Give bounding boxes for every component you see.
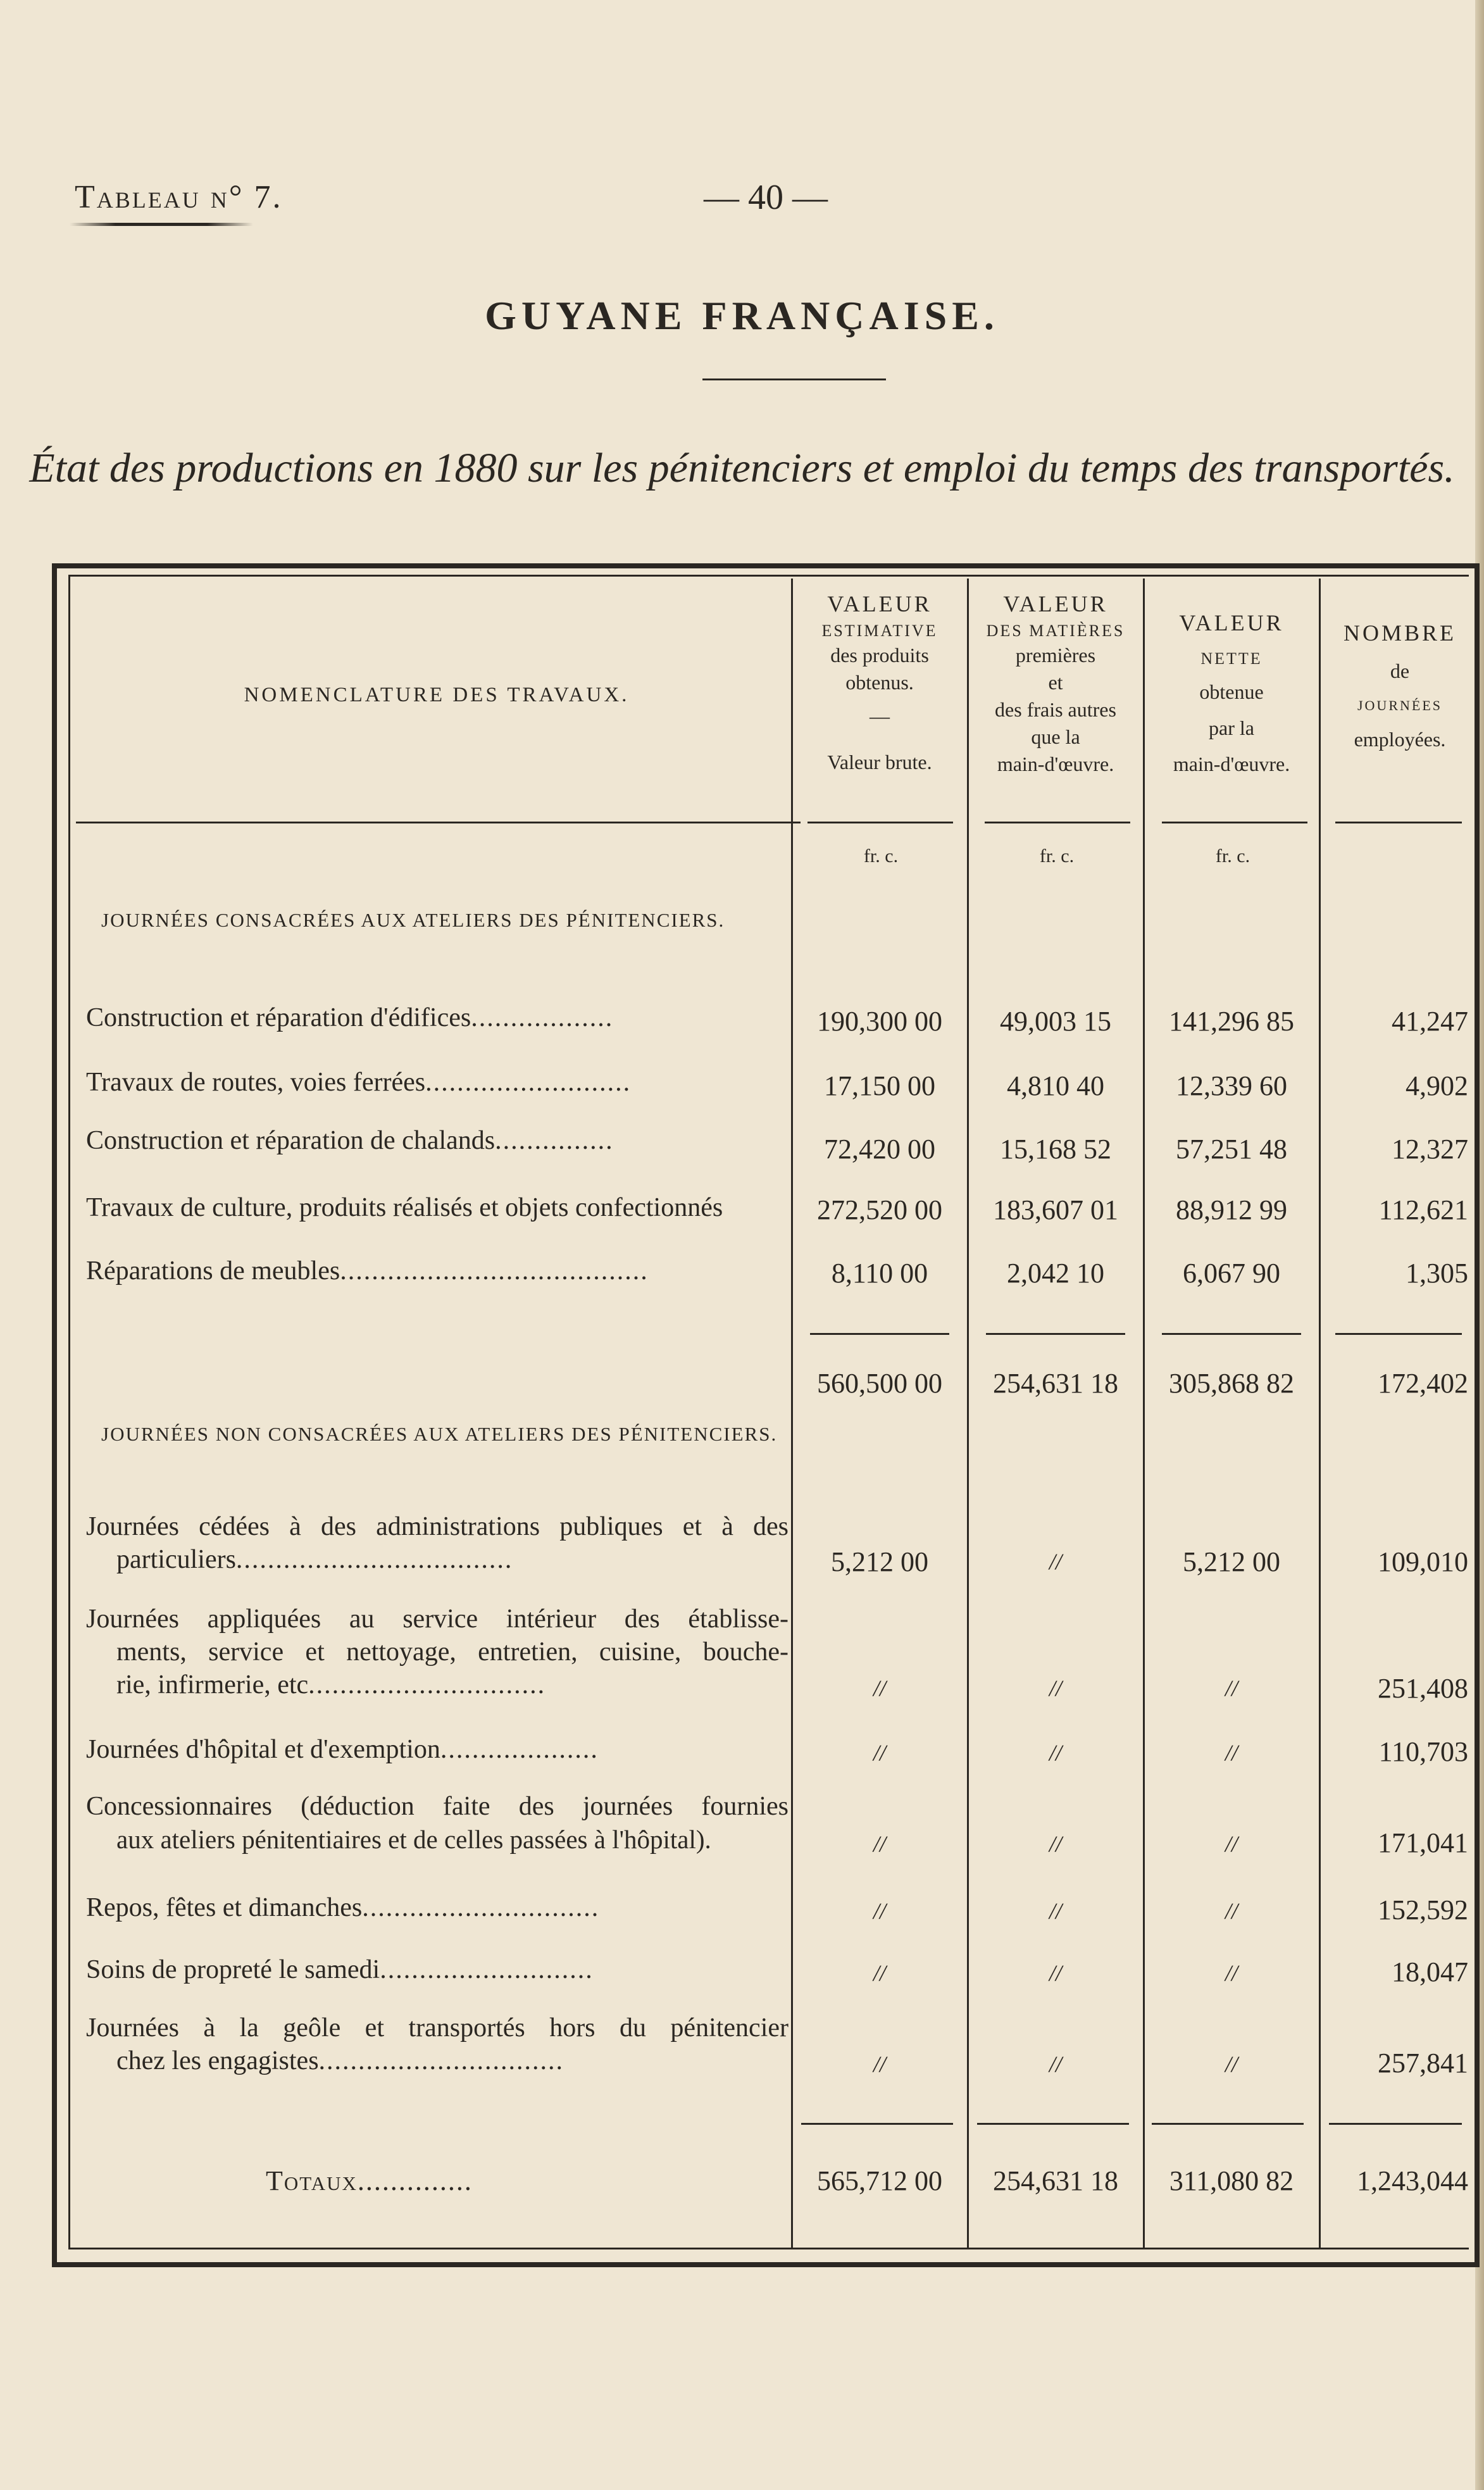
value-net: 12,339 60: [1176, 1070, 1287, 1101]
subtotal-materials: 254,631 18: [993, 1368, 1118, 1399]
ditto-mark: //: [1225, 1960, 1238, 1986]
row-label-text: Réparations de meubles: [86, 1256, 340, 1286]
journees-count: 171,041: [1378, 1827, 1468, 1858]
ditto-mark: //: [873, 2051, 886, 2077]
header-col1-line: ESTIMATIVE: [821, 621, 938, 640]
value-brute: 8,110 00: [831, 1258, 928, 1289]
leader-dots: ..............................: [362, 1893, 600, 1922]
leader-dots: ..................: [471, 1003, 614, 1032]
ditto-mark: //: [1049, 1898, 1062, 1924]
row-label-text: rie, infirmerie, etc: [116, 1670, 309, 1699]
row-label-text: chez les engagistes: [116, 2046, 319, 2075]
row-label-line2: [86, 1542, 819, 1577]
section-title: JOURNÉES CONSACRÉES AUX ATELIERS DES PÉNITENCIERS.: [101, 909, 725, 931]
value-materials: 183,607 01: [993, 1194, 1118, 1225]
title-rule: [702, 379, 886, 380]
leader-dots: ..........................: [425, 1068, 632, 1097]
header-col2: [968, 589, 1143, 779]
ditto-mark: //: [873, 1960, 886, 1986]
total-brute: 565,712 00: [817, 2165, 942, 2196]
row-label-line2: [86, 1667, 819, 1703]
header-col2-line: premières: [1015, 643, 1096, 666]
column-divider: [967, 579, 969, 2249]
value-brute: 190,300 00: [817, 1006, 942, 1037]
leader-dots: ...........................: [380, 1955, 594, 1984]
header-col1-line: des produits: [830, 643, 929, 666]
row-label: [86, 1952, 789, 1987]
value-net: 57,251 48: [1176, 1134, 1287, 1165]
row-label: [86, 1190, 789, 1225]
journees-count: 12,327: [1392, 1134, 1468, 1165]
header-nomenclature-text: NOMENCLATURE DES TRAVAUX.: [244, 684, 630, 706]
tableau-label: Tableau n° 7.: [75, 179, 283, 215]
journees-count: 1,305: [1406, 1258, 1468, 1289]
journees-count: 4,902: [1406, 1070, 1468, 1101]
header-col4-line: JOURNÉES: [1357, 697, 1442, 713]
ditto-mark: //: [1225, 1740, 1238, 1765]
row-label-text: Repos, fêtes et dimanches: [86, 1893, 363, 1922]
ditto-mark: //: [1225, 1831, 1238, 1856]
total-rule: [1152, 2123, 1304, 2125]
subtotal-rule: [1335, 1333, 1462, 1335]
ditto-mark: //: [873, 1740, 886, 1765]
header-nomenclature: [101, 681, 772, 710]
row-label: [86, 1123, 789, 1158]
value-net: 6,067 90: [1183, 1258, 1280, 1289]
leader-dots: ...................................: [235, 1545, 513, 1574]
header-rule: [985, 822, 1130, 823]
value-brute: 272,520 00: [817, 1194, 942, 1225]
leader-dots: ...............: [495, 1126, 614, 1155]
header-rule: [807, 822, 953, 823]
ditto-mark: //: [873, 1898, 886, 1924]
journees-count: 109,010: [1378, 1546, 1468, 1577]
value-net: 5,212 00: [1183, 1546, 1280, 1577]
header-col2-line: main-d'œuvre.: [997, 753, 1114, 776]
ditto-mark: //: [1049, 1960, 1062, 1986]
row-label-line1: Journées à la geôle et transportés hors du pénitencier: [86, 2013, 789, 2043]
header-col4-line: employées.: [1354, 728, 1446, 751]
row-label: [86, 1000, 789, 1035]
value-materials: 49,003 15: [1000, 1006, 1111, 1037]
row-label-text: Travaux de culture, produits réalisés et objets confectionnés: [86, 1193, 723, 1222]
ditto-mark: //: [1225, 1675, 1238, 1701]
journees-count: 152,592: [1378, 1894, 1468, 1925]
subtotal-journees: 172,402: [1378, 1368, 1468, 1399]
totals-label-text: Totaux: [266, 2165, 358, 2196]
page-title: GUYANE FRANÇAISE.: [485, 293, 999, 338]
header-col2-line: et: [1048, 670, 1063, 694]
journees-count: 18,047: [1392, 1956, 1468, 1987]
value-net: 141,296 85: [1169, 1006, 1294, 1037]
row-label-text: Construction et réparation de chalands: [86, 1126, 496, 1155]
ditto-mark: //: [873, 1675, 886, 1701]
ditto-mark: //: [1049, 1675, 1062, 1701]
journees-count: 257,841: [1378, 2048, 1468, 2079]
ditto-mark: //: [1049, 2051, 1062, 2077]
value-materials: 2,042 10: [1007, 1258, 1104, 1289]
ditto-mark: //: [1049, 1549, 1062, 1574]
value-brute: 72,420 00: [824, 1134, 935, 1165]
row-label-text: Soins de propreté le samedi: [86, 1955, 380, 1984]
header-col4-line: de: [1390, 659, 1410, 682]
header-col3-line: VALEUR: [1179, 610, 1284, 635]
total-journees: 1,243,044: [1357, 2165, 1468, 2196]
value-brute: 17,150 00: [824, 1070, 935, 1101]
column-divider: [1143, 579, 1145, 2249]
page-number: — 40 —: [704, 178, 828, 217]
row-label: [86, 1732, 789, 1767]
value-materials: 4,810 40: [1007, 1070, 1104, 1101]
value-net: 88,912 99: [1176, 1194, 1287, 1225]
subtotal-rule: [810, 1333, 949, 1335]
header-col1-line: —: [870, 704, 890, 728]
journees-count: 110,703: [1378, 1736, 1468, 1767]
unit-label: fr. c.: [1215, 846, 1250, 866]
table-inner-frame: [68, 575, 1469, 2249]
value-materials: 15,168 52: [1000, 1134, 1111, 1165]
header-col2-line: VALEUR: [1003, 591, 1108, 616]
page-subtitle: État des productions en 1880 sur les pénitenciers et emploi du temps des transportés.: [29, 445, 1455, 491]
ditto-mark: //: [1225, 1898, 1238, 1924]
header-rule: [1335, 822, 1462, 823]
totals-label: [266, 2165, 473, 2197]
subtotal-net: 305,868 82: [1169, 1368, 1294, 1399]
total-materials: 254,631 18: [993, 2165, 1118, 2196]
row-label-line1: Journées appliquées au service intérieur des établisse-: [86, 1605, 789, 1634]
ditto-mark: //: [873, 1831, 886, 1856]
header-col2-line: DES MATIÈRES: [986, 621, 1125, 640]
row-label-line2: [86, 2043, 819, 2079]
header-col2-line: que la: [1031, 725, 1080, 749]
leader-dots: ....................: [440, 1735, 599, 1764]
subtotal-rule: [986, 1333, 1125, 1335]
journees-count: 41,247: [1392, 1006, 1468, 1037]
header-col4-line: NOMBRE: [1343, 620, 1457, 646]
row-label-text: Construction et réparation d'édifices: [86, 1003, 471, 1032]
row-label-line1: Journées cédées à des administrations publiques et à des: [86, 1512, 789, 1541]
ditto-mark: //: [1225, 2051, 1238, 2077]
leader-dots: ..............................: [308, 1670, 546, 1699]
ditto-mark: //: [1049, 1831, 1062, 1856]
total-rule: [1329, 2123, 1462, 2125]
leader-dots: .......................................: [340, 1256, 649, 1286]
journees-count: 112,621: [1378, 1194, 1468, 1225]
row-label-text: Journées d'hôpital et d'exemption: [86, 1735, 440, 1764]
header-col3-line: par la: [1209, 716, 1254, 739]
row-label: [86, 1253, 789, 1289]
header-col3-line: obtenue: [1199, 680, 1264, 703]
header-col3-line: main-d'œuvre.: [1173, 753, 1290, 776]
header-col1-line: Valeur brute.: [827, 751, 932, 774]
row-label: [86, 1890, 789, 1925]
row-label-text: Travaux de routes, voies ferrées: [86, 1068, 426, 1097]
value-brute: 5,212 00: [831, 1546, 928, 1577]
header-col3: [1144, 608, 1319, 778]
header-col1-line: obtenus.: [845, 670, 914, 694]
row-label-text: particuliers: [116, 1545, 236, 1574]
leader-dots: ...............................: [318, 2046, 564, 2075]
total-net: 311,080 82: [1169, 2165, 1294, 2196]
row-label-line2: aux ateliers pénitentiaires et de celles passées à l'hôpital).: [116, 1825, 711, 1854]
column-divider: [791, 579, 793, 2249]
column-divider: [1319, 579, 1321, 2249]
header-col1-line: VALEUR: [827, 591, 932, 616]
header-col1: [792, 589, 967, 776]
unit-label: fr. c.: [863, 846, 899, 866]
row-label-line1b: ments, service et nettoyage, entretien, cuisine, bouche-: [116, 1637, 789, 1667]
row-label: [86, 1065, 789, 1100]
subtotal-rule: [1162, 1333, 1301, 1335]
ditto-mark: //: [1049, 1740, 1062, 1765]
header-col3-line: NETTE: [1200, 649, 1263, 668]
header-rule: [1162, 822, 1307, 823]
header-rule: [76, 822, 801, 823]
journees-count: 251,408: [1378, 1673, 1468, 1704]
total-rule: [977, 2123, 1129, 2125]
tableau-rule: [70, 223, 253, 226]
unit-label: fr. c.: [1039, 846, 1075, 866]
section-title: JOURNÉES NON CONSACRÉES AUX ATELIERS DES PÉNITENCIERS.: [101, 1423, 778, 1445]
header-col4: [1324, 618, 1476, 754]
row-label-line1: Concessionnaires (déduction faite des journées fournies: [86, 1792, 789, 1821]
total-rule: [801, 2123, 953, 2125]
leader-dots: ..............: [357, 2165, 473, 2196]
header-col2-line: des frais autres: [995, 698, 1116, 722]
subtotal-brute: 560,500 00: [817, 1368, 942, 1399]
